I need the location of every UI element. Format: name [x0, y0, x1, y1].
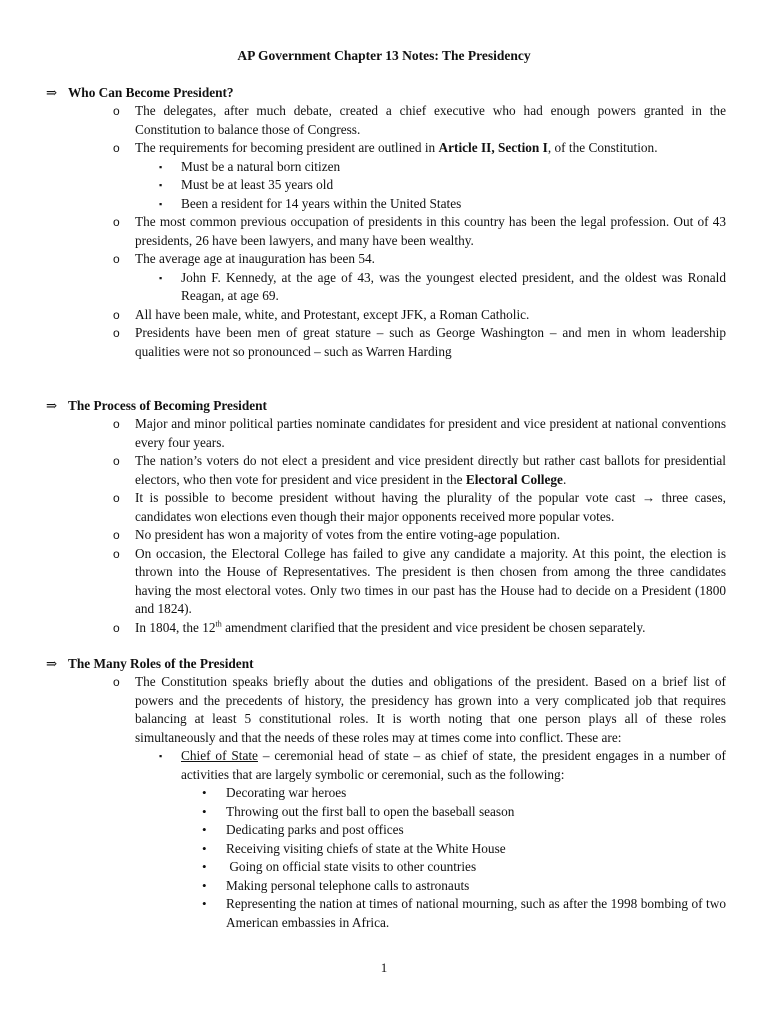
sub-sub-list-item: • Throwing out the first ball to open the baseball season — [226, 803, 726, 822]
bold-text: Article II, Section I — [438, 140, 548, 155]
list-item: o Presidents have been men of great stature – such as George Washington – and men in whom leadership qualities were not so pronounced – such as Warren Harding — [113, 325, 726, 359]
circle-bullet-icon: o — [113, 215, 120, 229]
circle-bullet-icon: o — [113, 141, 120, 155]
page-number: 1 — [380, 960, 388, 975]
section-heading: ⇒ Who Can Become President? — [46, 85, 234, 100]
circle-bullet-icon: o — [113, 546, 120, 561]
section-many-roles-of-president — [46, 654, 726, 932]
list-item: o It is possible to become president without having the plurality of the popular vote cast → three cases, candidates won elections even though their major opponents received more popular votes. — [113, 490, 726, 524]
list-item: o In 1804, the 12th amendment clarified that the president and vice president be chosen separately. — [135, 619, 726, 638]
circle-bullet-icon: o — [113, 620, 120, 635]
circle-bullet-icon: o — [113, 252, 120, 266]
arrow-icon: ⇒ — [46, 656, 58, 671]
sub-sub-list-item: • Dedicating parks and post offices — [226, 821, 726, 840]
dot-bullet-icon: • — [202, 840, 207, 856]
circle-bullet-icon: o — [113, 491, 120, 505]
list-item: o All have been male, white, and Protestant, except JFK, a Roman Catholic. — [135, 306, 726, 325]
list-item: o The average age at inauguration has been 54. — [135, 250, 726, 269]
list-item: o Major and minor political parties nominate candidates for president and vice president at national conventions every four years. — [113, 416, 726, 450]
square-bullet-icon: ▪ — [159, 180, 163, 190]
sub-list-item: ▪ John F. Kennedy, at the age of 43, was the youngest elected president, and the oldest was Ronald Reagan, at age 69. — [159, 269, 726, 303]
bold-text: Electoral College — [465, 471, 563, 487]
list-item: o The requirements for becoming president are outlined in Article II, Section I, of the Constitution. — [135, 139, 726, 158]
role-label: Chief of State — [181, 748, 258, 763]
list-item: o On occasion, the Electoral College has failed to give any candidate a majority. At this point, the election is thrown into the House of Representatives. The president is then chosen from among the three candidates having the most electoral votes. Only two times in our past has the House had to decide on a President (1800 and 1824). — [113, 545, 726, 616]
circle-bullet-icon: o — [113, 326, 120, 340]
dot-bullet-icon: • — [202, 896, 207, 911]
square-bullet-icon: ▪ — [159, 198, 163, 209]
dot-bullet-icon: • — [202, 877, 207, 893]
list-item: o No president has won a majority of votes from the entire voting-age population. — [135, 526, 726, 545]
section-heading: ⇒ The Many Roles of the President — [46, 656, 254, 671]
circle-bullet-icon: o — [113, 104, 120, 118]
sub-list-item: ▪ Must be at least 35 years old — [181, 176, 726, 195]
dot-bullet-icon: • — [202, 822, 207, 837]
sub-sub-list-item: • Receiving visiting chiefs of state at the White House — [226, 840, 726, 859]
arrow-icon: ⇒ — [46, 398, 58, 413]
bullet-list — [46, 415, 726, 637]
circle-bullet-icon: o — [113, 454, 120, 468]
list-item: o The nation’s voters do not elect a president and vice president directly but rather cast ballots for presidential electors, who then vote for president and vice president in the Electoral College. — [113, 453, 726, 487]
square-bullet-icon: ▪ — [159, 751, 163, 761]
bullet-list — [46, 673, 726, 932]
dot-bullet-icon: • — [202, 785, 207, 800]
sub-sub-list-item: • Making personal telephone calls to astronauts — [226, 877, 726, 896]
sub-sub-list-item: • Representing the nation at times of national mourning, such as after the 1998 bombing of two American embassies in Africa. — [202, 896, 726, 930]
circle-bullet-icon: o — [113, 417, 120, 431]
superscript: th — [215, 619, 222, 629]
sub-sub-list-item: • Going on official state visits to other countries — [226, 858, 726, 877]
list-item: o The most common previous occupation of presidents in this country has been the legal profession. Out of 43 presidents, 26 have been lawyers, and many have been wealthy. — [113, 214, 726, 248]
square-bullet-icon: ▪ — [159, 272, 163, 283]
square-bullet-icon: ▪ — [159, 161, 163, 172]
section-heading: ⇒ The Process of Becoming President — [46, 398, 267, 413]
arrow-icon: ⇒ — [46, 85, 58, 100]
dot-bullet-icon: • — [202, 859, 207, 874]
circle-bullet-icon: o — [113, 675, 120, 689]
section-process-of-becoming-president — [46, 396, 726, 637]
section-who-can-become-president — [46, 83, 726, 361]
dot-bullet-icon: • — [202, 803, 207, 819]
sub-list-item: ▪ Must be a natural born citizen — [181, 158, 726, 177]
list-item: o The Constitution speaks briefly about the duties and obligations of the president. Based on a brief list of powers and the precedents of history, the presidency has grown into a very complicated job that requires balancing at least 5 constitutional roles. It is worth noting that one person plays all of these roles simultaneously and that the needs of these roles may at times come into conflict. These are: — [113, 674, 726, 745]
sub-sub-list-item: • Decorating war heroes — [226, 784, 726, 803]
circle-bullet-icon: o — [113, 307, 120, 322]
sub-list-item: ▪ Chief of State – ceremonial head of state – as chief of state, the president engages in a number of activities that are largely symbolic or ceremonial, such as the following: — [159, 748, 726, 782]
circle-bullet-icon: o — [113, 528, 120, 542]
bullet-list — [46, 102, 726, 361]
page-title: AP Government Chapter 13 Notes: The Presidency — [237, 48, 531, 63]
list-item: o The delegates, after much debate, created a chief executive who had enough powers granted in the Constitution to balance those of Congress. — [113, 103, 726, 137]
sub-list-item: ▪ Been a resident for 14 years within the United States — [181, 195, 726, 214]
